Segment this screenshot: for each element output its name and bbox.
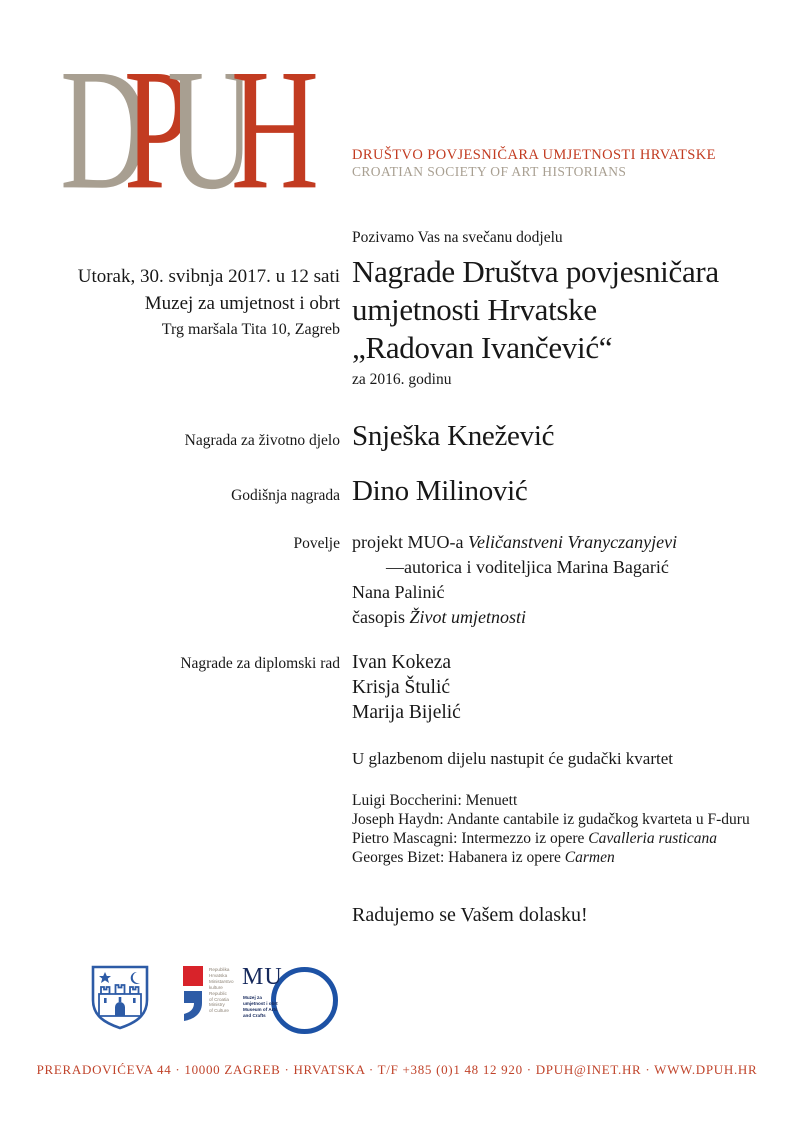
charter-work-title: Život umjetnosti xyxy=(409,607,526,627)
award-label: Povelje xyxy=(293,535,340,552)
muo-caption-line: and Crafts xyxy=(243,1012,266,1018)
charter-recipients xyxy=(352,530,677,630)
program-text: Pietro Mascagni: Intermezzo iz opere xyxy=(352,830,589,847)
award-title-line1: Nagrade Društva povjesničara xyxy=(352,254,719,289)
program-text: Georges Bizet: Habanera iz opere xyxy=(352,849,565,866)
muo-caption-line: Muzej za xyxy=(243,995,262,1000)
org-name-croatian: DRUŠTVO POVJESNIČARA UMJETNOSTI HRVATSKE xyxy=(352,147,716,163)
charter-text: projekt MUO-a xyxy=(352,532,468,552)
award-recipient: Dino Milinović xyxy=(352,475,528,507)
ministry-caption xyxy=(209,967,234,1014)
award-label: Nagrada za životno djelo xyxy=(184,432,340,449)
charter-line xyxy=(352,530,677,555)
logo-letter-h: H xyxy=(230,34,295,226)
invitation-intro: Pozivamo Vas na svečanu dodjelu xyxy=(352,229,563,246)
ministry-caption-line: of Culture xyxy=(209,1008,229,1014)
ministry-caption-line: Republika xyxy=(209,967,230,972)
award-label: Godišnja nagrada xyxy=(231,487,340,504)
logo-letter-u: U xyxy=(167,34,231,226)
ministry-caption-line: Republic xyxy=(209,990,227,996)
charter-line xyxy=(352,605,677,630)
program-opera-title: Carmen xyxy=(564,849,615,866)
event-date: Utorak, 30. svibnja 2017. u 12 sati xyxy=(77,266,340,287)
muo-letters: MU xyxy=(242,964,283,990)
award-label: Nagrade za diplomski rad xyxy=(180,655,340,672)
logo-letter-d: D xyxy=(60,34,124,226)
program-text: Joseph Haydn: Andante cantabile iz gudačkog kvarteta u F-duru xyxy=(352,811,750,828)
ministry-caption-line: Hrvatska xyxy=(209,972,228,978)
ministry-caption-line: Ministarstvo xyxy=(209,978,234,984)
program-opera-title: Cavalleria rusticana xyxy=(588,830,718,847)
logo-letter-p: P xyxy=(123,34,168,226)
charter-line: Nana Palinić xyxy=(352,582,445,602)
music-intro: U glazbenom dijelu nastupit će gudački kvartet xyxy=(352,749,674,768)
ministry-red-square xyxy=(183,966,203,986)
diploma-recipient: Marija Bijelić xyxy=(352,702,461,723)
program-item xyxy=(352,848,750,867)
footer-contact-line: PRERADOVIĆEVA 44 · 10000 ZAGREB · HRVATSKA · T/F +385 (0)1 48 12 920 · DPUH@INET.HR · WWW.DPUH.HR xyxy=(36,1062,758,1077)
muo-caption-line: umjetnost i obrt xyxy=(243,1000,278,1006)
charter-text: časopis xyxy=(352,607,410,627)
award-title xyxy=(352,253,719,367)
ministry-caption-line: of Croatia xyxy=(209,996,229,1002)
zagreb-coat-of-arms-icon xyxy=(88,962,152,1037)
award-row-lifetime xyxy=(0,420,794,453)
charter-line: —autorica i voditeljica Marina Bagarić xyxy=(386,557,669,577)
org-names xyxy=(352,147,716,180)
ministry-comma-shape xyxy=(183,990,203,1022)
award-row-charters xyxy=(0,530,794,630)
program-text: Luigi Boccherini: Menuett xyxy=(352,792,518,809)
ministry-caption-line: Ministry xyxy=(209,1002,225,1008)
closing-line: Radujemo se Vašem dolasku! xyxy=(352,904,588,926)
ministry-of-culture-icon xyxy=(183,966,203,1022)
org-name-english: CROATIAN SOCIETY OF ART HISTORIANS xyxy=(352,163,627,179)
program-item xyxy=(352,810,750,829)
program-item xyxy=(352,829,750,848)
award-title-line3: „Radovan Ivančević“ xyxy=(352,330,613,365)
music-program xyxy=(352,791,750,867)
charter-work-title: Veličanstveni Vranyczanyjevi xyxy=(467,532,678,552)
award-title-line2: umjetnosti Hrvatske xyxy=(352,292,597,327)
event-venue: Muzej za umjetnost i obrt xyxy=(144,293,340,314)
event-when-where xyxy=(0,263,340,342)
ministry-caption-line: kulture xyxy=(209,984,223,990)
award-year: za 2016. godinu xyxy=(352,371,452,388)
dpuh-logo xyxy=(60,34,295,226)
program-item xyxy=(352,791,750,810)
diploma-recipients xyxy=(352,650,461,725)
diploma-recipient: Ivan Kokeza xyxy=(352,652,452,673)
muo-caption xyxy=(243,995,278,1019)
event-address: Trg maršala Tita 10, Zagreb xyxy=(161,321,340,338)
muo-caption-line: Museum of Arts xyxy=(243,1006,278,1012)
diploma-recipient: Krisja Štulić xyxy=(352,677,451,698)
muo-logo xyxy=(240,963,340,1033)
award-row-annual xyxy=(0,475,794,508)
award-recipient: Snješka Knežević xyxy=(352,420,555,452)
award-row-diploma xyxy=(0,650,794,725)
